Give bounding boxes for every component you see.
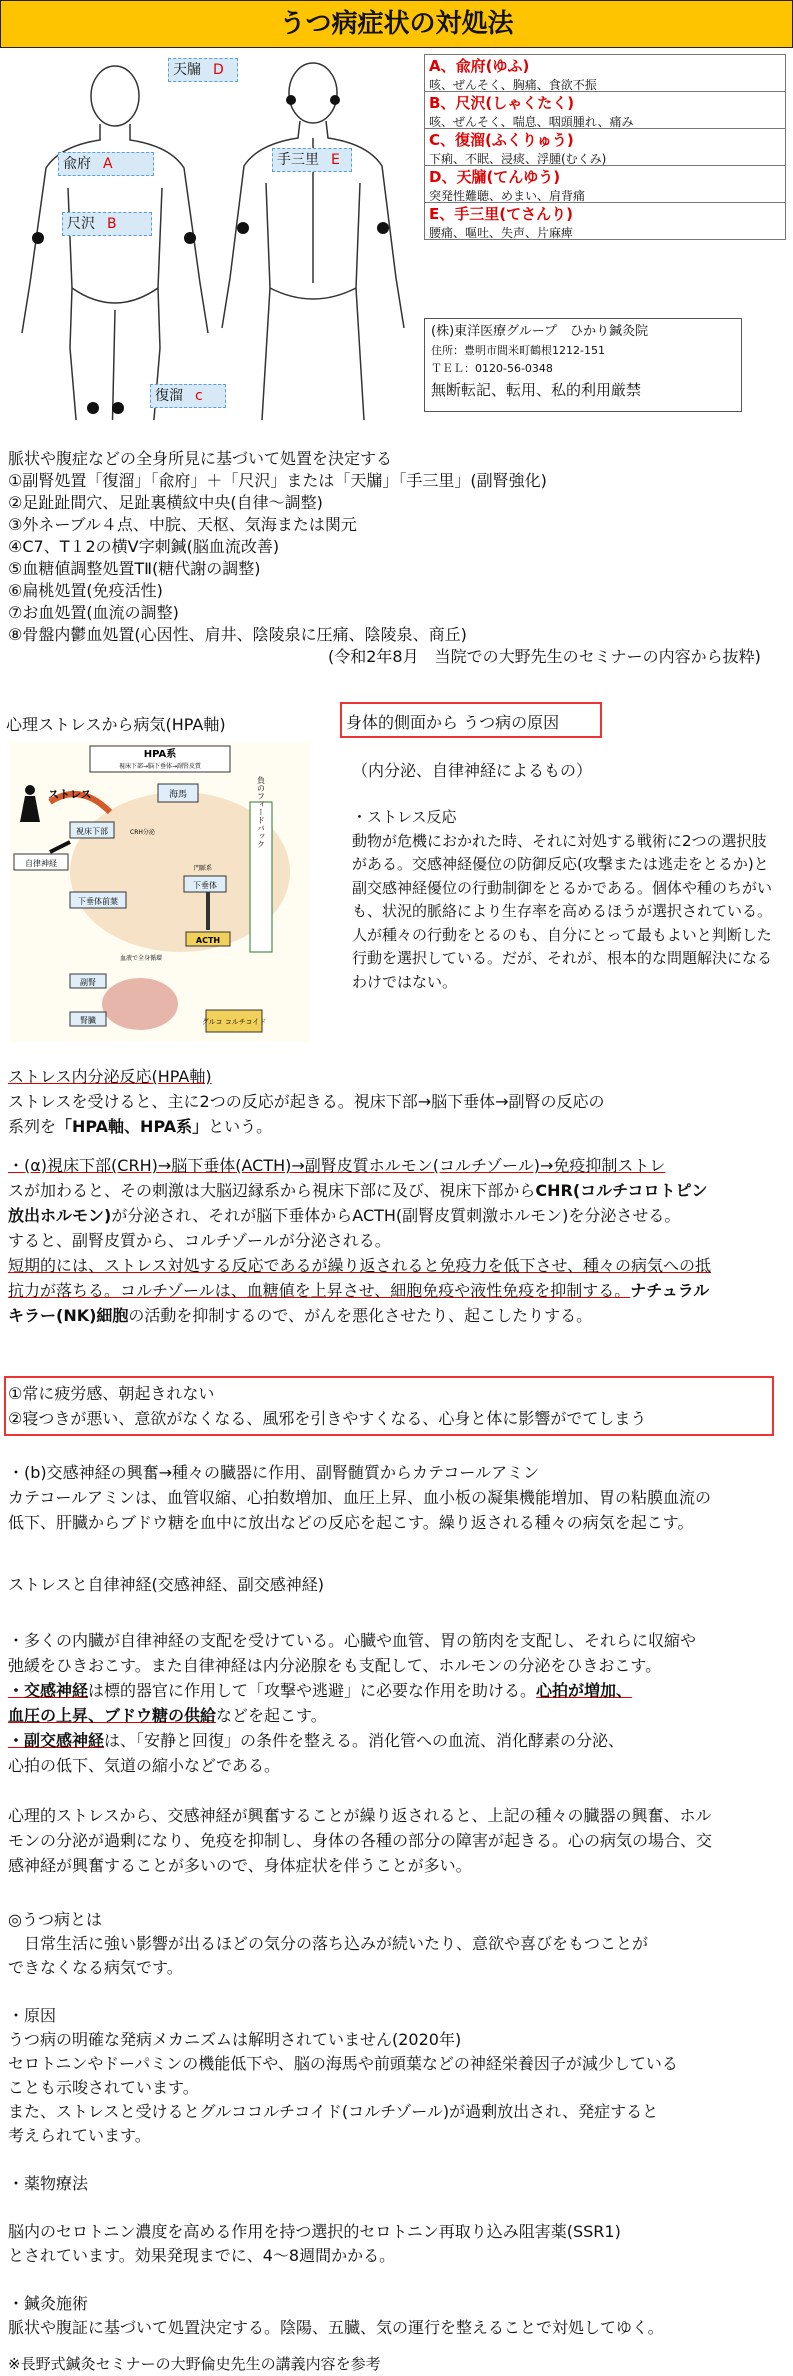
depression-line: 脳内のセロトニン濃度を高める作用を持つ選択的セロトニン再取り込み阻害薬(SSR1) [8,2222,621,2241]
alpha-line: キラー(NK)細胞の活動を抑制するので、がんを悪化させたり、起こしたりする。 [8,1306,593,1325]
hpa-heading: 心理ストレスから病気(HPA軸) [6,715,226,734]
depression-line: できなくなる病気です。 [8,1958,183,1977]
clinic-notice: 無断転記、転用、私的利用厳禁 [431,381,642,399]
acupuncture-heading: ・鍼灸施術 [8,2294,89,2313]
stress-label: ストレス [48,788,92,801]
treatment-item: ②足趾趾間穴、足趾裏横紋中央(自律～調整) [8,493,323,512]
pituitary-front-label: 下垂体前葉 [78,897,118,906]
cause-heading-2: ・原因 [8,2006,57,2025]
hpa-title: HPA系 [143,749,177,760]
beta-line: 低下、肝臓からブドウ糖を血中に放出などの反応を起こす。繰り返される種々の病気を起こす。 [8,1513,694,1532]
depression-line: 日常生活に強い影響が出るほどの気分の落ち込みが続いたり、意欲や喜びをもつことが [8,1934,649,1953]
blood-label: 血液で全身循環 [120,955,163,962]
legend-item-b: B、尺沢(しゃくたく) 咳、ぜんそく、喘息、咽頭腫れ、痛み [425,92,785,129]
label-shakutaku: 尺沢 B [62,212,152,236]
legend-item-c: C、復溜(ふくりゅう) 下痢、不眠、浸痰、浮腫(むくみ) [425,129,785,166]
treatment-item: ⑧骨盤内鬱血処置(心因性、肩井、陰陵泉に圧痛、陰陵泉、商丘) [8,625,467,644]
acupoint-c-right [112,402,124,414]
hpa-subtitle: 視床下部→脳下垂体→副腎皮質 [118,763,202,770]
adrenal-label: 腎臓 [80,1016,96,1025]
acupoint-legend [424,54,786,240]
page-title: うつ病症状の対処法 [0,0,793,48]
depression-line: 考えられています。 [8,2126,151,2145]
treatment-item: ⑤血糖値調整処置TⅡ(糖代謝の調整) [8,559,261,578]
drug-heading: ・薬物療法 [8,2174,89,2193]
legend-item-e: E、手三里(てさんり) 腰痛、嘔吐、失声、片麻痺 [429,205,574,240]
autonomic-label: 自律神経 [25,859,57,868]
hpa-text-section [8,1064,778,1328]
depression-section [8,1908,778,2376]
cause-subheading: （内分泌、自律神経によるもの） [352,761,593,780]
acupoint-b-left [32,232,44,244]
acupoint-d-left [286,95,296,105]
treatment-intro: 脈状や腹症などの全身所見に基づいて処置を決定する [8,449,393,468]
autonomic-line: モンの分泌が過剰になり、免疫を抑制し、身体の各種の部分の障害が起きる。心の病気の場合、交 [8,1831,713,1850]
footer-note: ※長野式鍼灸セミナーの大野倫史先生の講義内容を参考 [8,2355,381,2373]
symptom-item: ②寝つきが悪い、意欲がなくなる、風邪を引きやすくなる、心身と体に影響がでてしまう [8,1409,647,1428]
acupoint-d-right [330,95,340,105]
symptom-list [8,1381,778,1431]
legend-item-a: A、兪府(ゆふ) 咳、ぜんそく、胸痛、食欲不振 [425,55,785,92]
symptom-item: ①常に疲労感、朝起きれない [8,1384,215,1403]
alpha-line: スが加わると、その刺激は大脳辺縁系から視床下部に及び、視床下部からCHR(コルチコロトピン [8,1181,708,1200]
treatment-item: ⑥扁桃処置(免疫活性) [8,581,163,600]
autonomic-section [8,1628,778,1878]
kidney-shape [102,978,178,1030]
treatment-item: ③外ネーブル４点、中脘、天枢、気海または関元 [8,515,357,534]
alpha-line: すると、副腎皮質から、コルチゾールが分泌される。 [8,1231,391,1250]
crh-label: CRH分泌 [130,829,155,836]
autonomic-line: ・副交感神経は、「安静と回復」の条件を整える。消化管への血流、消化酵素の分泌、 [8,1731,625,1750]
hpa-text-heading: ストレス内分泌反応(HPA軸) [8,1067,212,1086]
alpha-line: 短期的には、ストレス対処する反応であるが繰り返されると免疫力を低下させ、種々の病気への抵 [8,1256,712,1275]
label-tesanri: 手三里 E [272,148,352,172]
clinic-name: (株)東洋医療グループ ひかり鍼灸院 [431,324,649,339]
cause-heading: 身体的側面から うつ病の原因 [346,713,560,732]
label-fukuryu: 復溜 c [150,384,226,408]
hpa-diagram [10,742,310,1042]
autonomic-line: ・多くの内臓が自律神経の支配を受けている。心臓や血管、胃の筋肉を支配し、それらに収縮や [8,1631,697,1650]
depression-line: うつ病の明確な発病メカニズムは解明されていません(2020年) [8,2030,462,2049]
pituitary-label: 下垂体 [193,881,217,890]
cause-body: ・ストレス反応 動物が危機におかれた時、それに対処する戦術に2つの選択肢がある。交感神経優位の防御反応(攻撃または逃走をとるか)と副交感神経優位の行動制御をとるかである。個体や種のちがいも、状況的脈絡により生存率を高めるほうが選択されている。人が種々の行動をとるのも、自分にとって最もよいと判断した行動を選択している。だが、それが、根本的な問題解決になるわけではない。 [352,808,773,991]
back-body-outline [222,63,404,420]
beta-line: カテコールアミンは、血管収縮、心拍数増加、血圧上昇、血小板の凝集機能増加、胃の粘膜血流の [8,1488,712,1507]
autonomic-line: 感神経が興奮することが多いので、身体症状を伴うことが多い。 [8,1856,472,1875]
beta-section [8,1460,778,1535]
treatment-item: ①副腎処置「復溜」「兪府」＋「尺沢」または「天牖」「手三里」(副腎強化) [8,471,547,490]
hpa-text-p2: 系列を「HPA軸、HPA系」という。 [8,1117,273,1136]
label-yufu: 兪府 A [58,152,154,176]
label-tenyu: 天牖 D [168,58,238,82]
feedback-label: 負のフィードバック [256,776,266,848]
acupoint-e-right [377,222,389,234]
depression-line: ことも示唆されています。 [8,2078,199,2097]
adrenal-cortex-label: 副腎 [80,978,96,987]
front-body-outline [22,66,208,420]
clinic-tel: ＴＥＬ：0120-56-0348 [431,362,553,375]
hippocampus-label: 海馬 [168,790,188,800]
clinic-address: 住所：豊明市間米町鶴根1212-151 [431,344,605,357]
autonomic-line: 血圧の上昇、ブドウ糖の供給などを起こす。 [8,1706,327,1725]
depression-line: また、ストレスと受けるとグルココルチコイド(コルチゾール)が過剰放出され、発症すると [8,2102,659,2121]
treatment-item: ⑦お血処置(血流の調整) [8,603,179,622]
autonomic-line: 心拍の低下、気道の縮小などである。 [8,1756,281,1775]
autonomic-heading: ストレスと自律神経(交感神経、副交感神経) [8,1575,325,1594]
hpa-text-p1: ストレスを受けると、主に2つの反応が起きる。視床下部→脳下垂体→副腎の反応の [8,1092,605,1111]
treatment-item: ④C7、T１2の横V字刺鍼(脳血流改善) [8,537,280,556]
clinic-info [424,318,742,412]
acupoint-b-right [184,232,196,244]
depression-line: とされています。効果発現までに、4～8週間かかる。 [8,2246,396,2265]
alpha-line: 放出ホルモン)が分泌され、それが脳下垂体からACTH(副腎皮質刺激ホルモン)を分泌させる。 [8,1206,681,1225]
acupoint-e-left [237,222,249,234]
gluco-label: グルコ コルチコイド [201,1018,267,1026]
depression-line: 脈状や腹証に基づいて処置決定する。陰陽、五臓、気の運行を整えることで対処してゆく。 [8,2318,664,2337]
beta-line: ・(b)交感神経の興奮→種々の臓器に作用、副腎髄質からカテコールアミン [8,1463,540,1482]
autonomic-line: ・交感神経は標的器官に作用して「攻撃や逃避」に必要な作用を助ける。心拍が増加、 [8,1681,633,1700]
treatment-source: (令和2年8月 当院での大野先生のセミナーの内容から抜粋) [328,647,761,666]
alpha-line: ・(α)視床下部(CRH)→脳下垂体(ACTH)→副腎皮質ホルモン(コルチゾール)→免疫抑制ストレ [8,1156,666,1175]
acth-label: ACTH [195,936,221,945]
autonomic-line: 心理的ストレスから、交感神経が興奮することが繰り返されると、上記の種々の臓器の興奮、ホル [8,1806,712,1825]
legend-item-d: D、天牖(てんゆう) 突発性難聴、めまい、肩背痛 [425,166,785,203]
autonomic-line: 弛緩をひきおこす。また自律神経は内分泌腺をも支配して、ホルモンの分泌をひきおこす。 [8,1656,662,1675]
depression-line: セロトニンやドーパミンの機能低下や、脳の海馬や前頭葉などの神経栄養因子が減少している [8,2054,678,2073]
portal-label: 門脈系 [194,865,213,872]
depression-heading: ◎うつ病とは [8,1910,102,1929]
acupoint-c-left [87,402,99,414]
hypothalamus-label: 視床下部 [76,827,108,836]
treatment-section [8,448,778,668]
alpha-line: 抗力が落ちる。コルチゾールは、血糖値を上昇させ、細胞免疫や液性免疫を抑制する。ナチュラル [8,1281,710,1300]
